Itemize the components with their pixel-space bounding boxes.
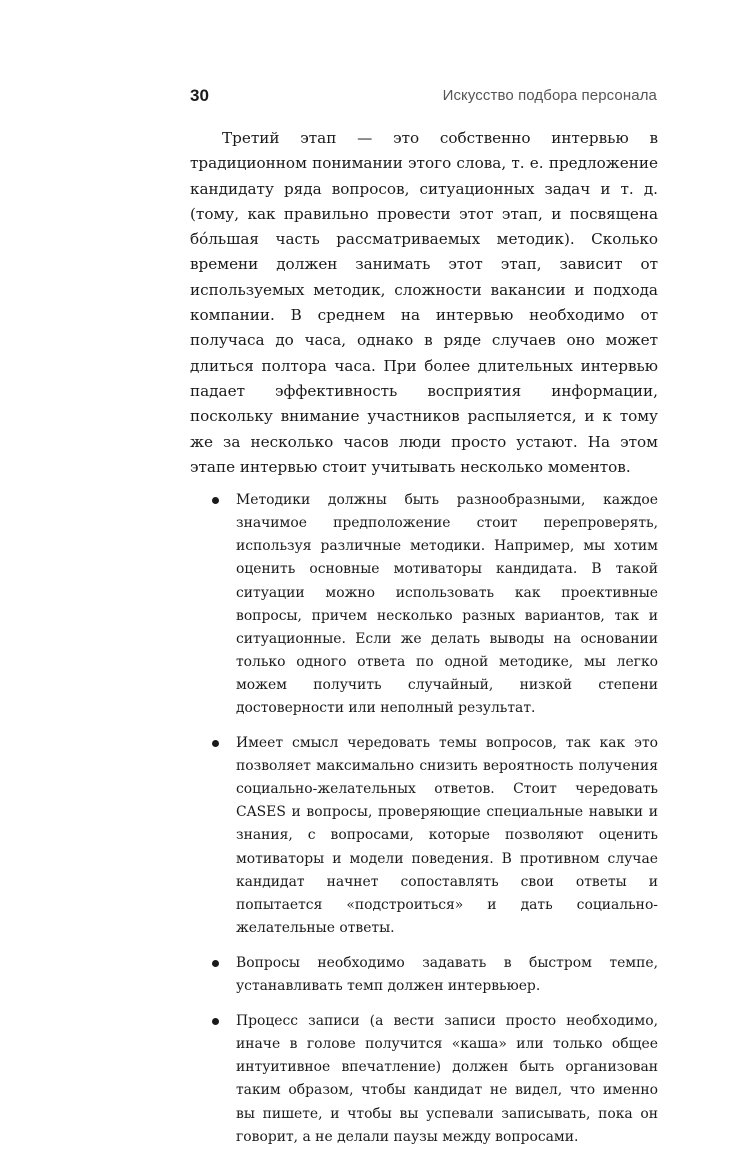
bullet-text: Имеет смысл чередовать темы вопросов, так как это позволяет максимально снизить вероятность получения социально-желательных ответов. Стоит чередовать CASES и вопросы, проверяющие специальные навыки и знания, с вопросами, которые позволяют оценить мотиваторы и модели поведения. В противном случае кандидат начнет сопоставлять свои ответы и попытается «подстроиться» и дать социально-желательные ответы. [236,735,658,936]
list-item [190,1010,658,1149]
list-item [190,952,658,998]
bullet-icon [212,497,219,504]
running-header [190,84,657,108]
bullet-text: Вопросы необходимо задавать в быстром темпе, устанавливать темп должен интервьюер. [236,954,658,995]
body-text [190,126,658,1161]
bullet-icon [212,1018,219,1025]
bullet-icon [212,960,219,967]
bullet-text: Процесс записи (а вести записи просто необходимо, иначе в голове получится «каша» или только общее интуитивное впечатление) должен быть организован таким образом, чтобы кандидат не видел, что именно вы пишете, и чтобы вы успевали записывать, пока он говорит, а не делали паузы между вопросами. [236,1013,658,1145]
bullet-text: Методики должны быть разнообразными, каждое значимое предположение стоит перепроверять, используя различные методики. Например, мы хотим оценить основные мотиваторы кандидата. В такой ситуации можно использовать как проективные вопросы, причем несколько разных вариантов, так и ситуационные. Если же делать выводы на основании только одного ответа по одной методике, мы легко можем получить случайный, низкой степени достоверности или неполный результат. [236,492,658,716]
list-item [190,732,658,940]
intro-paragraph: Третий этап — это собственно интервью в традиционном понимании этого слова, т. е. предложение кандидату ряда вопросов, ситуационных задач и т. д. (тому, как правильно провести этот этап, и посвящена бóльшая часть рассматриваемых методик). Сколько времени должен занимать этот этап, зависит от используемых методик, сложности вакансии и подхода компании. В среднем на интервью необходимо от получаса до часа, однако в ряде случаев оно может длиться полтора часа. При более длительных интервью падает эффективность восприятия информации, поскольку внимание участников распыляется, и к тому же за несколько часов люди просто устают. На этом этапе интервью стоит учитывать несколько моментов. [190,129,658,476]
list-item [190,489,658,720]
page-number: 30 [190,86,209,105]
bullet-icon [212,740,219,747]
book-title: Искусство подбора персонала [442,87,657,104]
bullet-list [190,489,658,1149]
